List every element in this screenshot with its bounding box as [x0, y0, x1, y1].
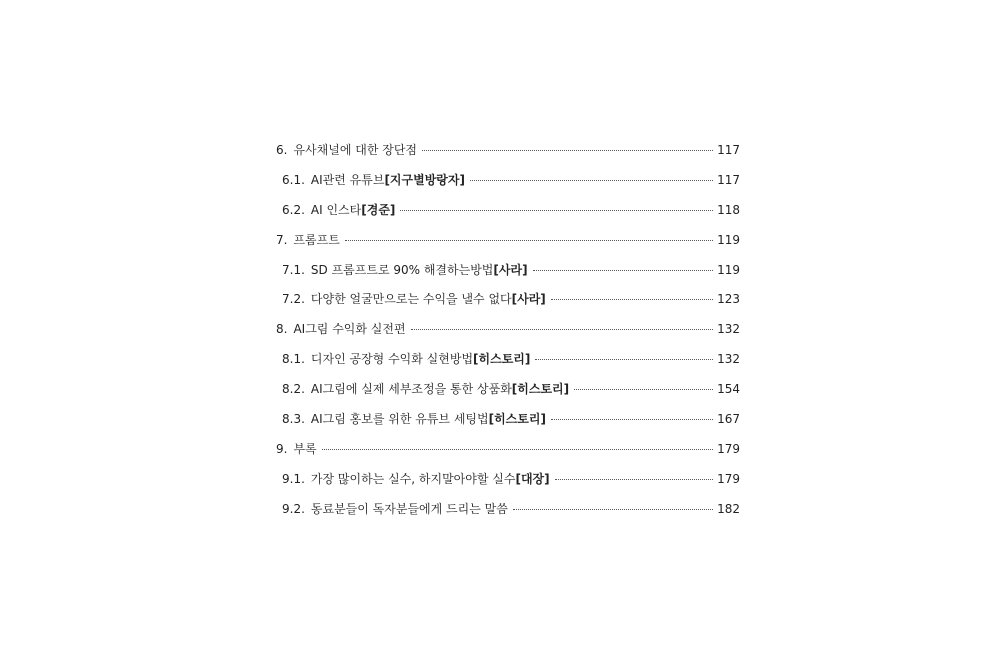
- toc-page-number: 119: [717, 232, 740, 247]
- toc-author-tag: [대장]: [515, 471, 550, 486]
- toc-title: AI 인스타[경준]: [310, 202, 396, 217]
- toc-page-number: 167: [717, 412, 740, 427]
- toc-title: 프롬프트: [293, 232, 340, 247]
- toc-author-tag: [히스토리]: [473, 352, 531, 367]
- toc-entry-6-2[interactable]: [276, 196, 740, 226]
- toc-number: 8.1.: [282, 352, 305, 367]
- toc-entry-7-1[interactable]: [276, 256, 740, 286]
- toc-page-number: 154: [717, 382, 740, 397]
- dot-leader: [533, 269, 714, 271]
- toc-page-number: 118: [717, 202, 740, 217]
- toc-page-number: 179: [717, 441, 740, 456]
- toc-title: AI그림에 실제 세부조정을 통한 상품화[히스토리]: [310, 382, 570, 397]
- dot-leader: [551, 418, 713, 420]
- toc-number: 8.: [276, 322, 288, 337]
- toc-entry-7-2[interactable]: [276, 285, 740, 315]
- toc-page-number: 117: [717, 172, 740, 187]
- toc-page-number: 117: [717, 143, 740, 157]
- toc-entry-8-3[interactable]: [276, 405, 740, 435]
- toc-number: 7.: [276, 232, 288, 247]
- dot-leader: [513, 508, 713, 510]
- toc-entry-9-1[interactable]: [276, 465, 740, 495]
- toc-title: SD 프롬프트로 90% 해결하는방법[사라]: [310, 262, 528, 277]
- dot-leader: [551, 298, 713, 300]
- toc-author-tag: [사라]: [493, 262, 528, 277]
- toc-page-number: 182: [717, 501, 740, 516]
- toc-entry-7[interactable]: [276, 226, 740, 256]
- toc-title: AI그림 수익화 실전편: [293, 322, 406, 337]
- toc-title: AI관련 유튜브[지구별방랑자]: [310, 172, 465, 187]
- toc-title: 동료분들이 독자분들에게 드리는 말씀: [310, 501, 508, 516]
- toc-entry-8-2[interactable]: [276, 375, 740, 405]
- toc-entry-6[interactable]: [276, 136, 740, 166]
- dot-leader: [535, 358, 713, 360]
- toc-number: 6.: [276, 143, 288, 157]
- toc-page-number: 132: [717, 352, 740, 367]
- toc-author-tag: [히스토리]: [511, 382, 570, 397]
- toc-number: 6.2.: [282, 202, 305, 217]
- toc-number: 9.2.: [282, 501, 305, 516]
- toc-entry-9-2[interactable]: [276, 495, 740, 525]
- toc-title: 유사채널에 대한 장단점: [293, 143, 418, 157]
- dot-leader: [411, 328, 714, 330]
- toc-page-number: 119: [717, 262, 740, 277]
- toc-entry-9[interactable]: [276, 435, 740, 465]
- toc-author-tag: [경준]: [361, 202, 396, 217]
- toc-number: 9.: [276, 441, 288, 456]
- toc-number: 7.1.: [282, 262, 305, 277]
- toc-number: 6.1.: [282, 172, 305, 187]
- dot-leader: [322, 448, 713, 450]
- toc-author-tag: [히스토리]: [488, 412, 546, 427]
- toc-title: 부록: [293, 441, 317, 456]
- toc-number: 8.3.: [282, 412, 305, 427]
- toc-author-tag: [지구별방랑자]: [384, 172, 465, 187]
- toc-title: 디자인 공장형 수익화 실현방법[히스토리]: [310, 352, 531, 367]
- dot-leader: [555, 478, 713, 480]
- toc-title: 가장 많이하는 실수, 하지말아야할 실수[대장]: [310, 471, 550, 486]
- toc-number: 8.2.: [282, 382, 305, 397]
- toc-number: 7.2.: [282, 292, 305, 307]
- toc-number: 9.1.: [282, 471, 305, 486]
- dot-leader: [574, 388, 713, 390]
- toc-page-number: 123: [717, 292, 740, 307]
- table-of-contents: [276, 136, 740, 525]
- dot-leader: [422, 149, 713, 151]
- toc-entry-8[interactable]: [276, 315, 740, 345]
- toc-entry-8-1[interactable]: [276, 345, 740, 375]
- dot-leader: [400, 209, 713, 211]
- toc-title: 다양한 얼굴만으로는 수익을 낼수 없다[사라]: [310, 292, 546, 307]
- dot-leader: [470, 179, 713, 181]
- toc-author-tag: [사라]: [511, 292, 546, 307]
- dot-leader: [345, 239, 713, 241]
- toc-title: AI그림 홍보를 위한 유튜브 세팅법[히스토리]: [310, 412, 546, 427]
- toc-entry-6-1[interactable]: [276, 166, 740, 196]
- toc-page-number: 179: [717, 471, 740, 486]
- toc-page-number: 132: [717, 322, 740, 337]
